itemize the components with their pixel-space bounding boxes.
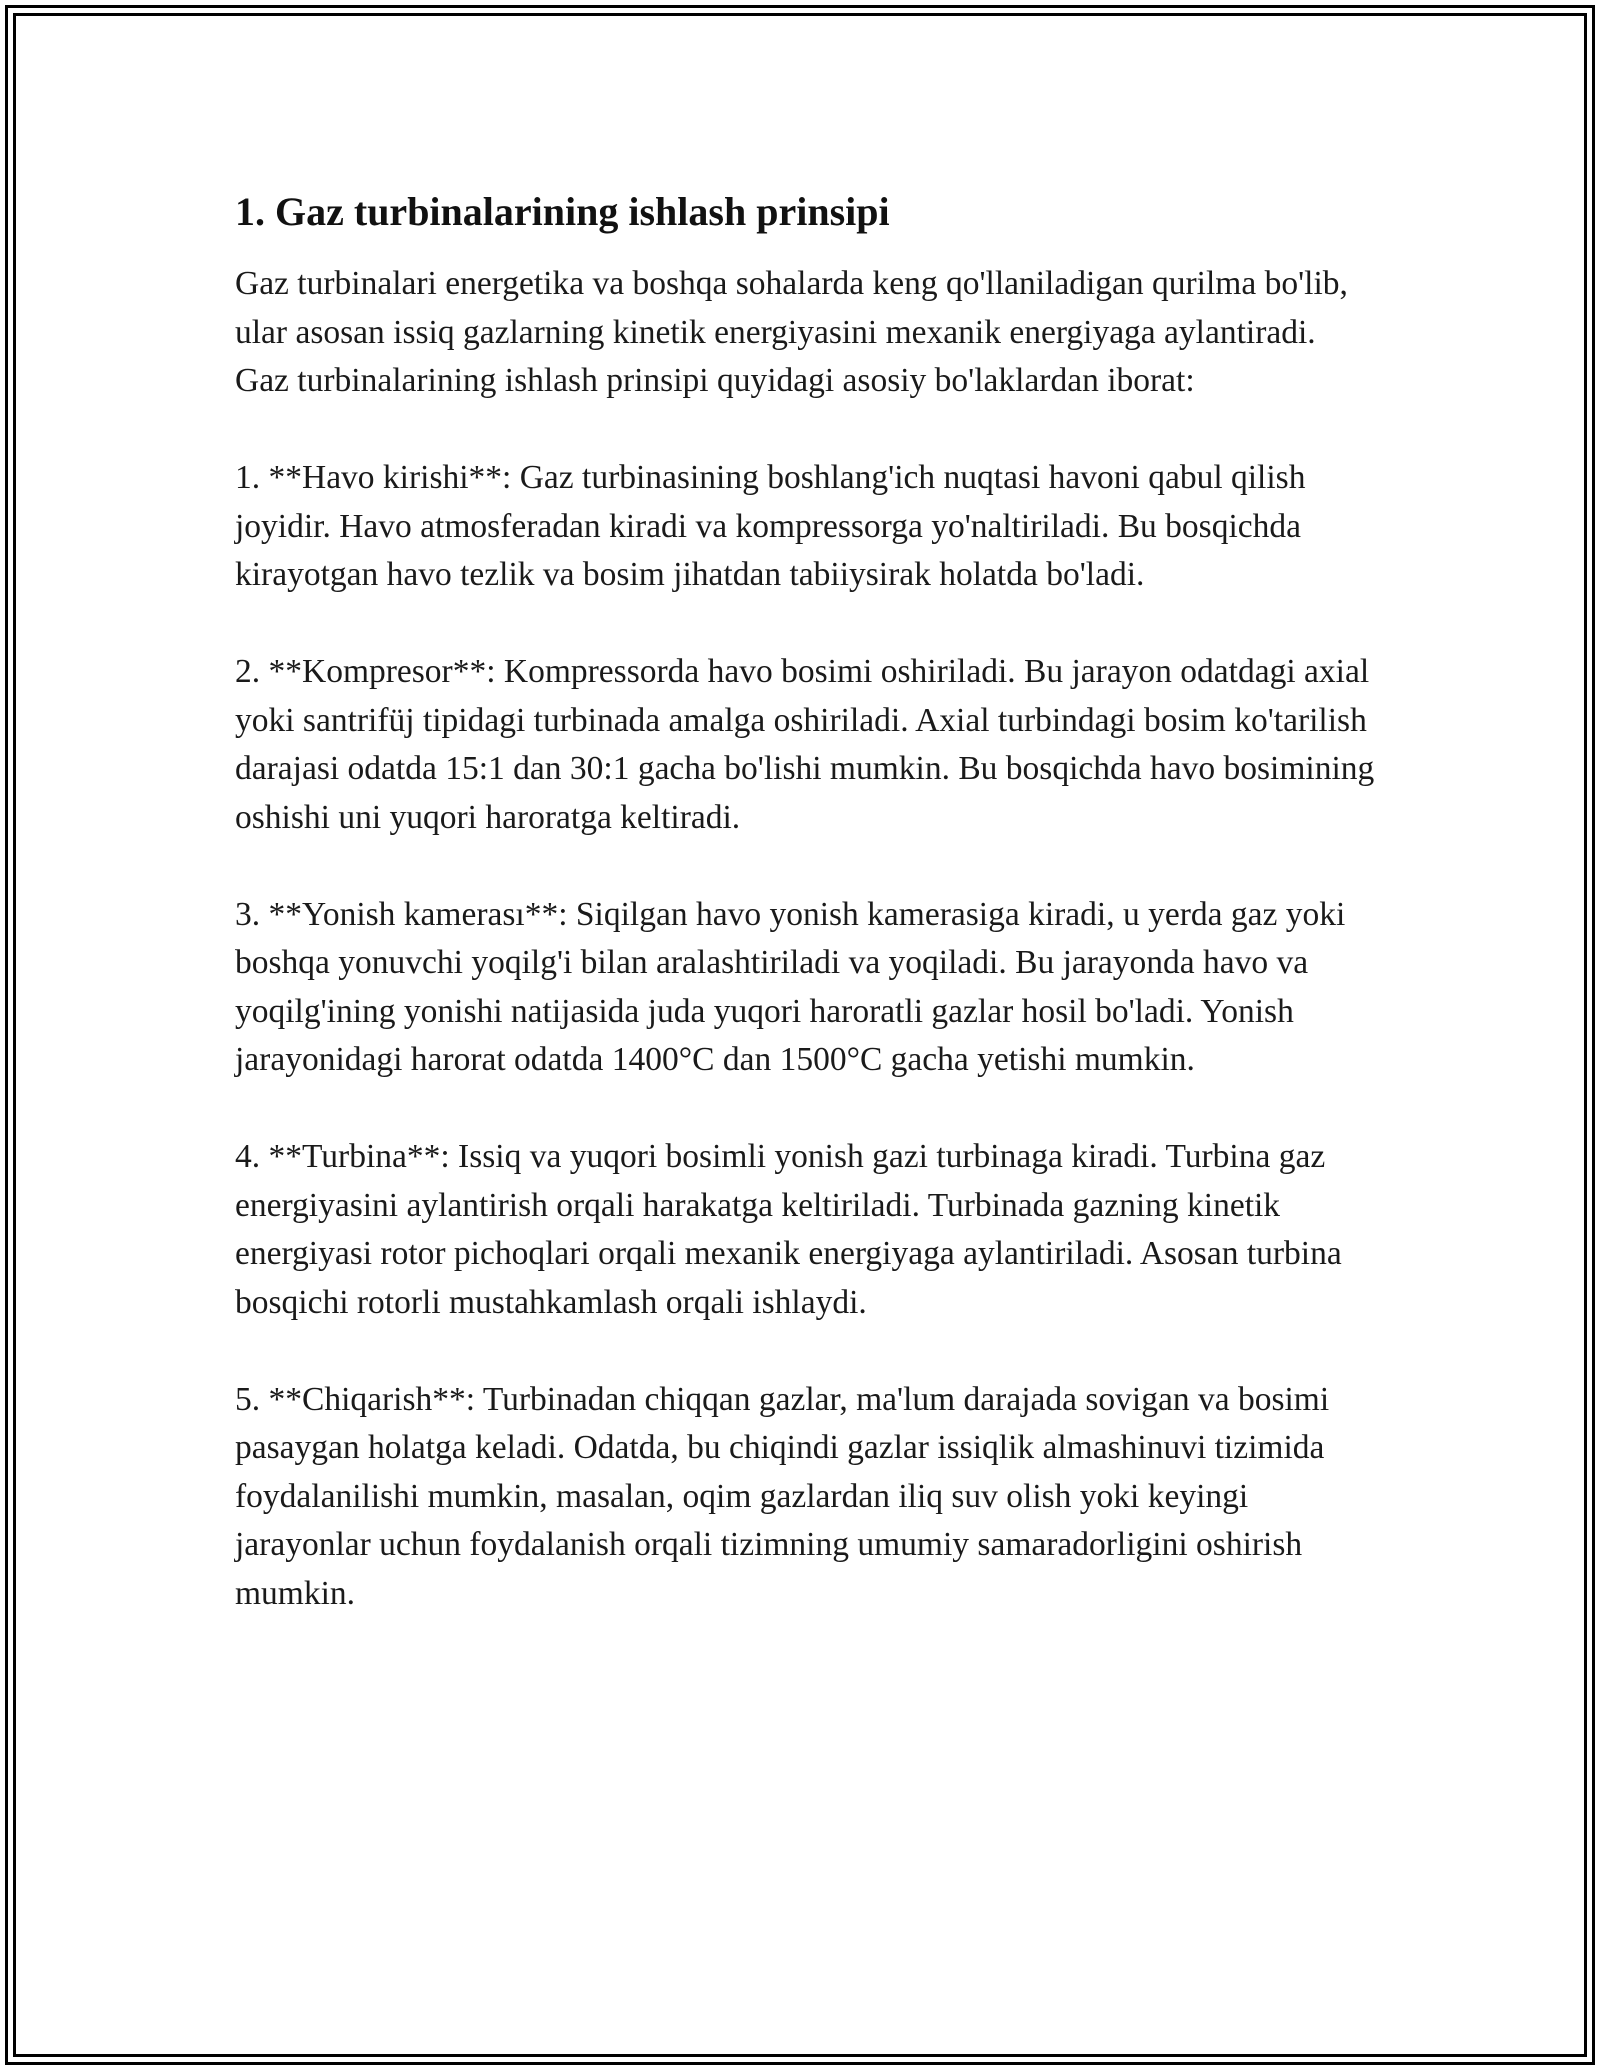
paragraph-yonish-kamerasi: 3. **Yonish kamerası**: Siqilgan havo yonish kamerasiga kiradi, u yerda gaz yoki boshqa yonuvchi yoqilg'i bilan aralashtiriladi va yoqiladi. Bu jarayonda havo va yoqilg'ining yonishi natijasida juda yuqori haroratli gazlar hosil bo'ladi. Yonish jarayonidagi harorat odatda 1400°C dan 1500°C gacha yetishi mumkin.	[235, 895, 1346, 1078]
paragraph-turbina: 4. **Turbina**: Issiq va yuqori bosimli yonish gazi turbinaga kiradi. Turbina gaz energiyasini aylantirish orqali harakatga keltiriladi. Turbinada gazning kinetik energiyasi rotor pichoqlari orqali mexanik energiyaga aylantiriladi. Asosan turbina bosqichi rotorli mustahkamlash orqali ishlaydi.	[235, 1138, 1342, 1321]
document-title: 1. Gaz turbinalarining ishlash prinsipi	[235, 189, 890, 234]
paragraph-chiqarish: 5. **Chiqarish**: Turbinadan chiqqan gazlar, ma'lum darajada sovigan va bosimi pasaygan holatga keladi. Odatda, bu chiqindi gazlar issiqlik almashinuvi tizimida foydalanilishi mumkin, masalan, oqim gazlardan iliq suv olish yoki keyingi jarayonlar uchun foydalanish orqali tizimning umumiy samaradorligini oshirish mumkin.	[235, 1380, 1330, 1612]
paragraph-kompresor: 2. **Kompresor**: Kompressorda havo bosimi oshiriladi. Bu jarayon odatdagi axial yoki santrifüj tipidagi turbinada amalga oshiriladi. Axial turbindagi bosim ko'tarilish darajasi odatda 15:1 dan 30:1 gacha bo'lishi mumkin. Bu bosqichda havo bosimining oshishi uni yuqori haroratga keltiradi.	[235, 653, 1375, 836]
document-body	[235, 188, 1375, 1667]
paragraph-intro: Gaz turbinalari energetika va boshqa sohalarda keng qo'llaniladigan qurilma bo'lib, ular asosan issiq gazlarning kinetik energiyasini mexanik energiyaga aylantiradi. Gaz turbinalarining ishlash prinsipi quyidagi asosiy bo'laklardan iborat:	[235, 265, 1348, 399]
paragraph-havo-kirishi: 1. **Havo kirishi**: Gaz turbinasining boshlang'ich nuqtasi havoni qabul qilish joyidir. Havo atmosferadan kiradi va kompressorga yo'naltiriladi. Bu bosqichda kirayotgan havo tezlik va bosim jihatdan tabiiysirak holatda bo'ladi.	[235, 459, 1306, 593]
